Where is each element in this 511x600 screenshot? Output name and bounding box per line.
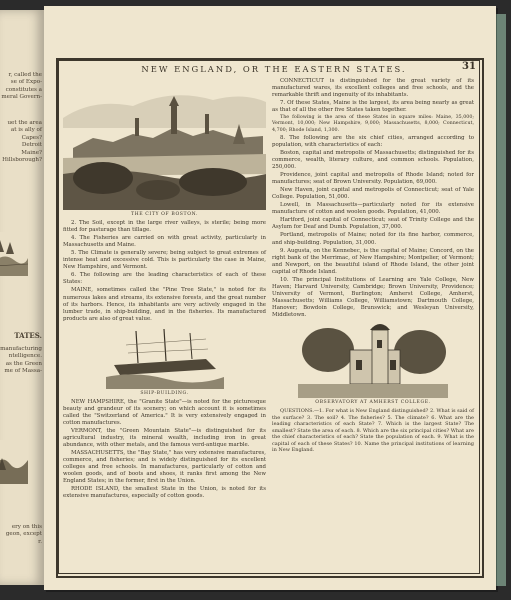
paragraph: 4. The Fisheries are carried on with great activity, particularly in Massachusetts and Maine. — [63, 235, 266, 249]
paragraph: RHODE ISLAND, the smallest State in the Union, is noted for its extensive manufactures, especially of cotton goods. — [63, 486, 266, 500]
book-page — [44, 6, 496, 590]
paragraph: Hartford, joint capital of Connecticut; seat of Trinity College and the Asylum for Deaf and Dumb. Population, 37,000. — [272, 217, 474, 231]
boston-illustration — [63, 78, 266, 210]
paragraph: 10. The principal Institutions of Learning are Yale College, New Haven; Harvard University, Cambridge; Brown University, Providence; University of Vermont, Burlington; Amherst College, Amherst, Massachusetts; Williams College, Williamstown; Dartmouth College, Hanover; Bowdoin College, Brunswick; and Wesleyan University, Middletown. — [272, 276, 474, 318]
left-page-illustration — [0, 232, 28, 276]
left-page-edge — [0, 10, 45, 585]
right-column — [272, 78, 474, 455]
left-page-heading: TATES. — [14, 331, 42, 340]
paragraph: Portland, metropolis of Maine; noted for its fine harbor, commerce, and ship-building. Population, 31,000. — [272, 232, 474, 246]
shipbuilding-illustration — [106, 325, 224, 389]
paragraph: Boston, capital and metropolis of Massachusetts; distinguished for its commerce, wealth, literary culture, and common schools. Population, 250,000. — [272, 149, 474, 171]
book-cover-edge — [496, 14, 506, 586]
left-column — [63, 78, 266, 501]
paragraph: MAINE, sometimes called the "Pine Tree State," is noted for its numerous lakes and streams, its extensive forests, and the great number of its harbors. Hence, its inhabitants are very actively engaged in the lumber trade, in ship-building, and in the fisheries. Its manufactured products are also of great value. — [63, 287, 266, 322]
left-page-illustration — [0, 440, 28, 484]
paragraph: Lowell, in Massachusetts—particularly noted for its extensive manufacture of cotton and woolen goods. Population, 41,000. — [272, 202, 474, 216]
paragraph: CONNECTICUT is distinguished for the great variety of its manufactured wares, its excellent colleges and free schools, and the remarkable thrift and ingenuity of its inhabitants. — [272, 78, 474, 99]
paragraph: MASSACHUSETTS, the "Bay State," has very extensive manufactures, commerce, and fisheries; and is widely distinguished for its excellent colleges and free schools. In manufactures, particularly of cotton and woolen goods, and of boots and shoes, it ranks first among the New England States; in the former, first in the Union. — [63, 450, 266, 485]
paragraph: New Haven, joint capital and metropolis of Connecticut; seat of Yale College. Population, 51,000. — [272, 187, 474, 201]
shipbuilding-caption: SHIP-BUILDING. — [140, 390, 189, 396]
left-page-text: r, called the se of Expo- constitutes a meral Govern- — [1, 72, 42, 101]
boston-caption: THE CITY OF BOSTON. — [131, 212, 198, 217]
amherst-caption: OBSERVATORY AT AMHERST COLLEGE. — [315, 400, 431, 406]
page-number: 31 — [462, 61, 476, 72]
left-page-text: manufacturing ntelligence. as the Green me of Massa- — [0, 346, 42, 375]
left-page-text: ery on this geon, except r. — [5, 524, 42, 545]
paragraph: Providence, joint capital and metropolis of Rhode Island; noted for manufactures; seat of Brown University. Population, 69,000. — [272, 172, 474, 186]
paragraph: 2. The Soil, except in the large river valleys, is sterile; being more fitted for pasturage than tillage. — [63, 220, 266, 234]
paragraph: VERMONT, the "Green Mountain State"—is distinguished for its agricultural industry, its mineral wealth, including iron in great abundance, with other metals, and the famous verd-antique marble. — [63, 427, 266, 449]
paragraph: 8. The following are the six chief cities, arranged according to population, with characteristics of each: — [272, 134, 474, 148]
paragraph: The following is the area of these States in square miles: Maine, 35,000; Vermont, 10,000; New Hampshire, 9,000; Massachusetts, 8,000; Connecticut, 4,700; Rhode Island, 1,300. — [272, 115, 474, 133]
amherst-observatory-illustration — [298, 320, 448, 398]
paragraph: NEW HAMPSHIRE, the "Granite State"—is noted for the picturesque beauty and grandeur of its scenery; on which account it is sometimes called the "Switzerland of America." It is very extensively engaged in cotton manufactures. — [63, 398, 266, 426]
paragraph: 6. The following are the leading characteristics of each of these States: — [63, 272, 266, 286]
paragraph: 5. The Climate is generally severe; being subject to great extremes of intense heat and excessive cold. This is particularly the case in Maine, New Hampshire, and Vermont. — [63, 250, 266, 271]
page-title: NEW ENGLAND, OR THE EASTERN STATES. — [141, 64, 407, 74]
questions: QUESTIONS.—1. For what is New England distinguished? 2. What is said of the surface? 3. The soil? 4. The fisheries? 5. The climate? 6. What are the leading characteristics of each State? 7. Which is the largest State? The smallest? State the area of each. 8. Which are the six principal cities? What are the chief characteristics of each? State the population of each. 9. What is the capital of each of these States? 10. Name the principal institutions of learning in New England. — [272, 408, 474, 454]
paragraph: 9. Augusta, on the Kennebec, is the capital of Maine; Concord, on the right bank of the Merrimac, of New Hampshire; Montpelier, of Vermont; and Newport, on the beautiful island of Rhode Island, the other joint capital of Rhode Island. — [272, 247, 474, 275]
paragraph: 7. Of these States, Maine is the largest, its area being nearly as great as that of all the other five States taken together. — [272, 100, 474, 114]
left-page-text: uet the area at is ally of Capes? Detroit Maine? Hillsborough? — [2, 120, 42, 164]
